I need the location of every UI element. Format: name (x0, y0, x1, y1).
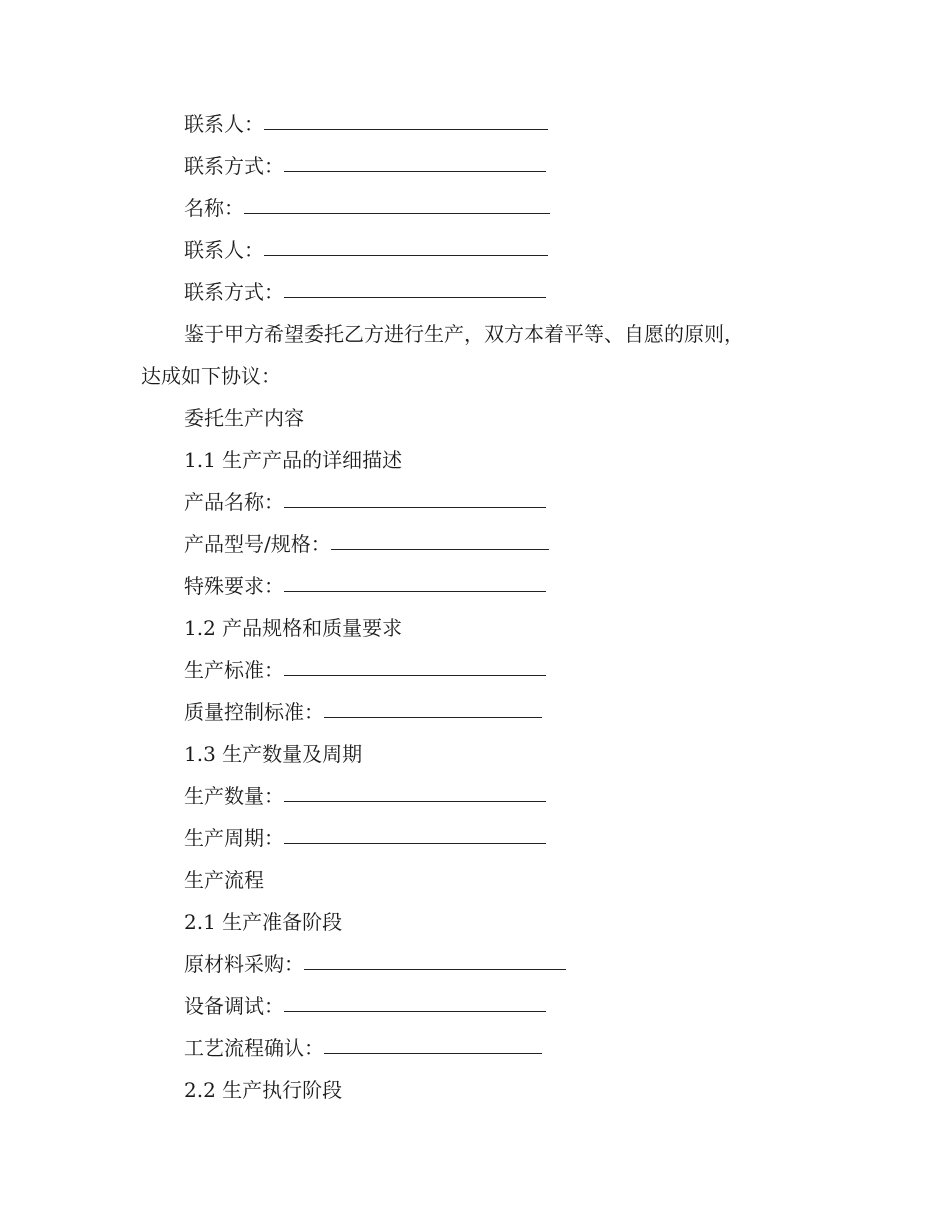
blank-field[interactable] (284, 985, 546, 1012)
product-name-line (0, 481, 950, 523)
field-label: 工艺流程确认： (184, 1036, 324, 1060)
subsection-heading-2-1: 2.1 生产准备阶段 (184, 910, 343, 934)
subsection-heading-1-2: 1.2 产品规格和质量要求 (184, 616, 403, 640)
subsection-heading-1-1: 1.1 生产产品的详细描述 (184, 448, 403, 472)
field-label: 联系方式： (184, 154, 284, 178)
field-label: 原材料采购： (184, 952, 304, 976)
production-quantity-line (0, 775, 950, 817)
field-label: 生产标准： (184, 658, 284, 682)
blank-field[interactable] (264, 229, 548, 256)
production-cycle-line (0, 817, 950, 859)
field-label: 名称： (184, 196, 244, 220)
product-model-line (0, 523, 950, 565)
field-label: 产品型号/规格： (184, 532, 331, 556)
field-label: 质量控制标准： (184, 700, 324, 724)
quality-control-standard-line (0, 691, 950, 733)
equipment-debugging-line (0, 985, 950, 1027)
blank-field[interactable] (284, 565, 546, 592)
blank-field[interactable] (284, 271, 546, 298)
contact-method-line-2 (0, 271, 950, 313)
field-label: 特殊要求： (184, 574, 284, 598)
field-label: 产品名称： (184, 490, 284, 514)
section-heading-commissioned-production: 委托生产内容 (184, 406, 304, 430)
contact-method-line-1 (0, 145, 950, 187)
preamble-continuation: 达成如下协议： (141, 364, 281, 388)
preamble-paragraph: 鉴于甲方希望委托乙方进行生产，双方本着平等、自愿的原则， (184, 322, 744, 346)
blank-field[interactable] (264, 103, 548, 130)
raw-material-procurement-line (0, 943, 950, 985)
blank-field[interactable] (324, 1027, 542, 1054)
blank-field[interactable] (284, 775, 546, 802)
field-label: 设备调试： (184, 994, 284, 1018)
field-label: 生产数量： (184, 784, 284, 808)
field-label: 联系方式： (184, 280, 284, 304)
blank-field[interactable] (244, 187, 550, 214)
field-label: 联系人： (184, 238, 264, 262)
blank-field[interactable] (324, 691, 542, 718)
special-requirements-line (0, 565, 950, 607)
contact-person-line-1 (0, 103, 950, 145)
blank-field[interactable] (304, 943, 566, 970)
section-heading-production-process: 生产流程 (184, 868, 264, 892)
field-label: 生产周期： (184, 826, 284, 850)
field-label: 联系人： (184, 112, 264, 136)
contact-person-line-2 (0, 229, 950, 271)
subsection-heading-1-3: 1.3 生产数量及周期 (184, 742, 363, 766)
blank-field[interactable] (284, 649, 546, 676)
subsection-heading-2-2: 2.2 生产执行阶段 (184, 1078, 343, 1102)
blank-field[interactable] (331, 523, 549, 550)
blank-field[interactable] (284, 481, 546, 508)
blank-field[interactable] (284, 145, 546, 172)
production-standard-line (0, 649, 950, 691)
blank-field[interactable] (284, 817, 546, 844)
name-line (0, 187, 950, 229)
process-confirmation-line (0, 1027, 950, 1069)
